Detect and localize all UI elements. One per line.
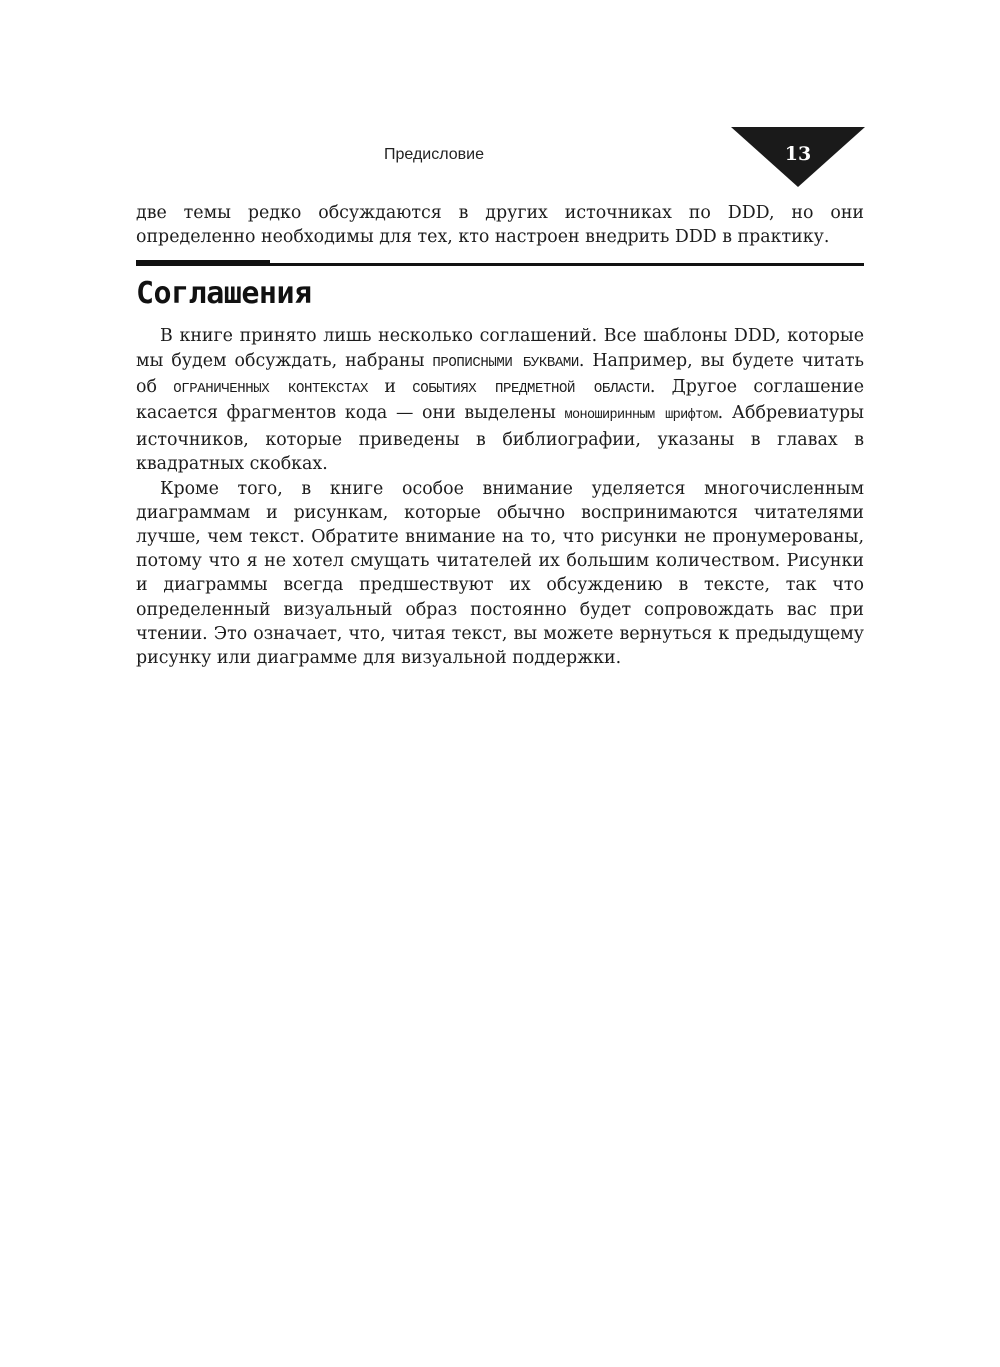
text-run: В книге принято лишь несколько соглашений. Все шаблоны DDD, которые мы будем обсуждать, набраны	[136, 326, 864, 371]
monospace-term: моноширинным шрифтом	[564, 408, 718, 424]
section-rule	[136, 263, 864, 266]
page-body	[136, 201, 864, 670]
small-caps-term: ПРОПИСНЫМИ БУКВАМИ	[432, 354, 579, 371]
small-caps-term: СОБЫТИЯХ ПРЕДМЕТНОЙ ОБЛАСТИ	[412, 380, 650, 397]
section-title: Соглашения	[136, 276, 312, 312]
running-head-title: Предисловие	[384, 146, 484, 163]
section-rule-accent	[136, 260, 270, 266]
intro-paragraph: две темы редко обсуждаются в других источниках по DDD, но они определенно необходимы для тех, кто настроен внедрить DDD в практику.	[136, 203, 864, 248]
figures-paragraph: Кроме того, в книге особое внимание уделяется многочисленным диаграммам и рисункам, которые обычно воспринимаются читателями лучше, чем текст. Обратите внимание на то, что рисунки не пронумерованы, потому что я не хотел смущать читателей их большим количеством. Рисунки и диаграммы всегда предшествуют их обсуждению в тексте, так что определенный визуальный образ постоянно будет сопровождать вас при чтении. Это означает, что, читая текст, вы можете вернуться к предыдущему рисунку или диаграмме для визуальной поддержки.	[136, 478, 864, 669]
text-run: . Аббревиатуры источников, которые приведены в библиографии, указаны в главах в квадратных скобках.	[136, 403, 864, 475]
text-run: . Другое соглашение касается фрагментов кода — они выделены	[136, 376, 864, 424]
small-caps-term: ОГРАНИЧЕННЫХ КОНТЕКСТАХ	[173, 380, 369, 397]
text-run: и	[368, 376, 413, 397]
page-number: 13	[784, 143, 812, 165]
text-run: . Например, вы будете читать об	[136, 350, 864, 397]
conventions-paragraph	[136, 324, 864, 476]
